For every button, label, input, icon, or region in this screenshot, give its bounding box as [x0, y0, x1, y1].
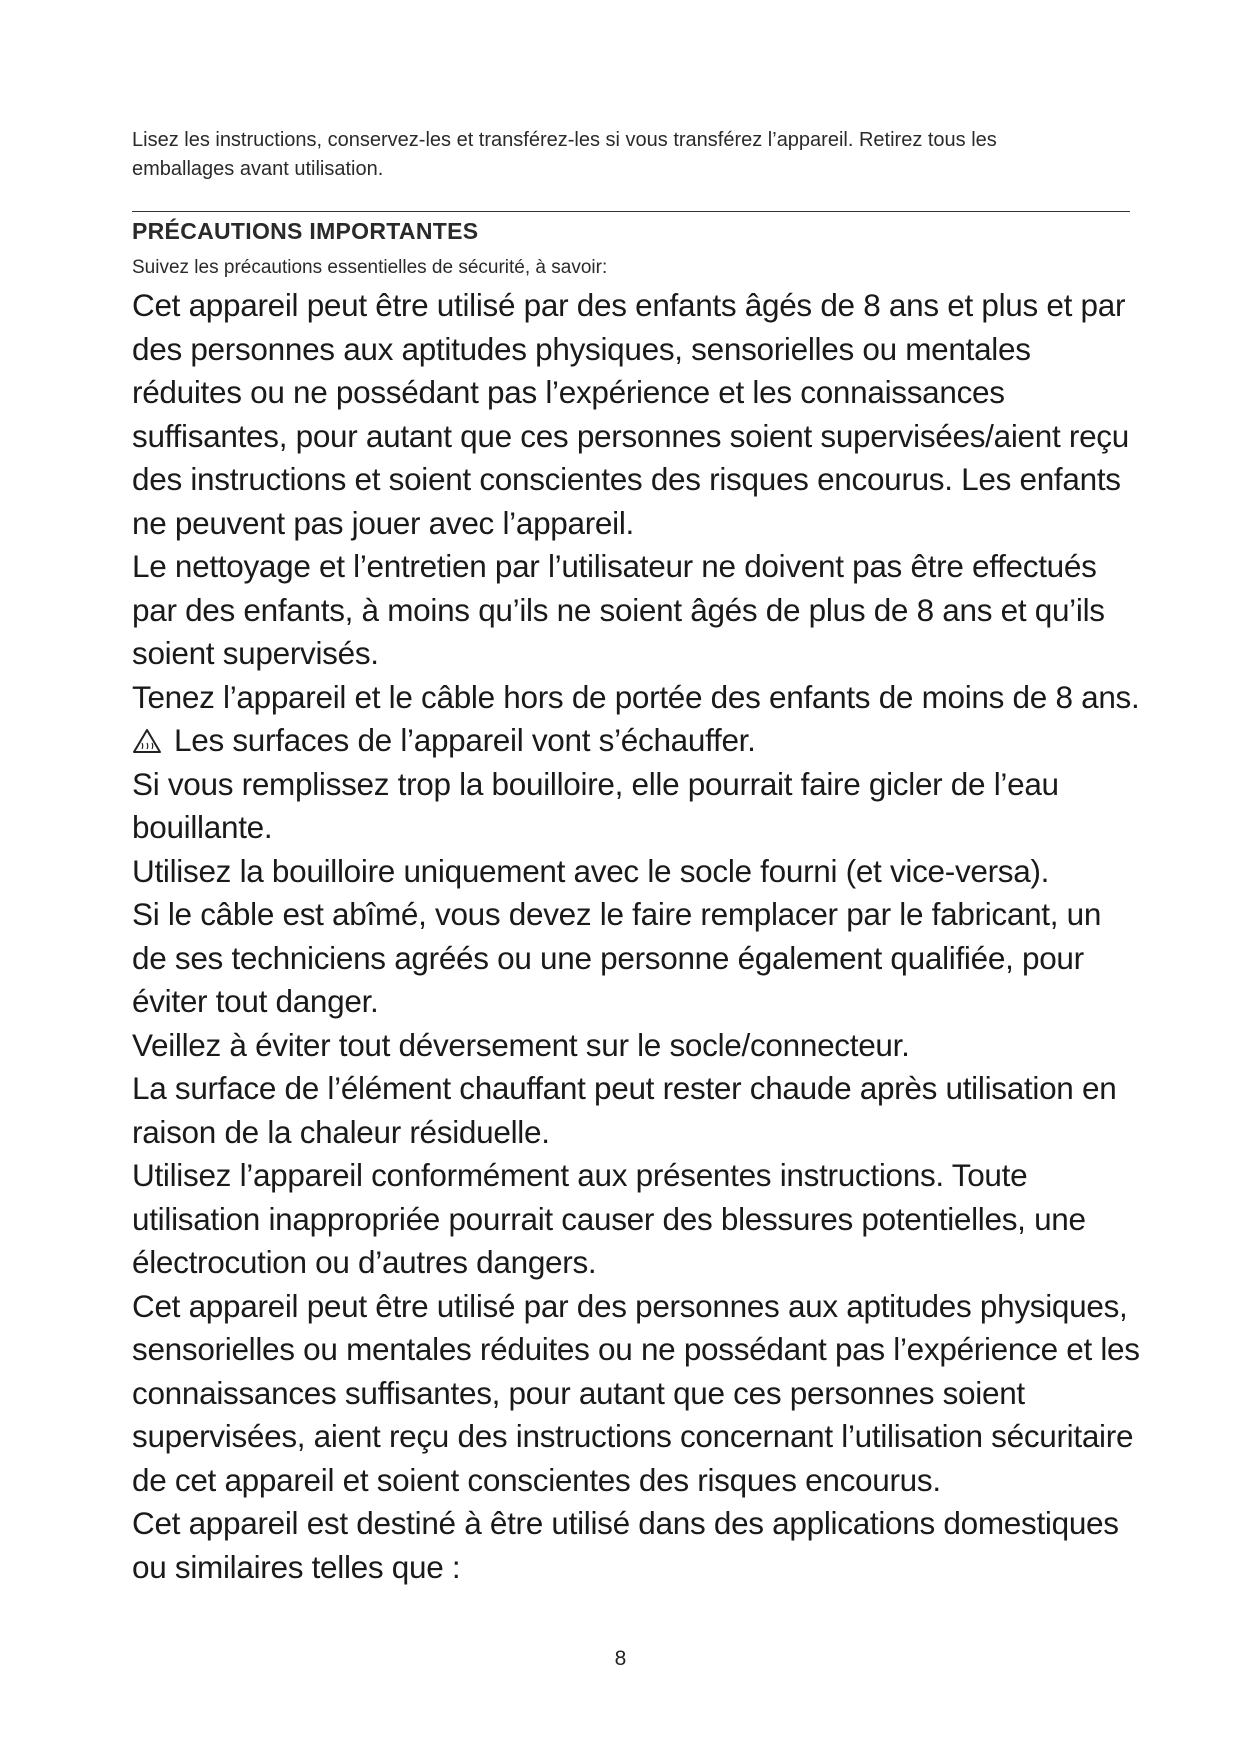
precaution-paragraph: Tenez l’appareil et le câble hors de portée des enfants de moins de 8 ans.: [132, 678, 1140, 715]
precaution-paragraph: Cet appareil peut être utilisé par des enfants âgés de 8 ans et plus et par des personnes aux aptitudes physiques, sensorielles ou mentales réduites ou ne possédant pas l’expérience et les connaissances suffisantes, pour autant que ces personnes soient supervisées/aient reçu des instructions et soient conscientes des risques encourus. Les enfants ne peuvent pas jouer avec l’appareil.: [132, 287, 1129, 541]
precaution-text: Les surfaces de l’appareil vont s’échauffer.: [174, 722, 756, 758]
precaution-paragraph: Utilisez la bouilloire uniquement avec le socle fourni (et vice-versa).: [132, 852, 1050, 889]
intro-text: Lisez les instructions, conservez-les et transférez-les si vous transférez l’appareil. Retirez tous les emballages avant utilisation.: [132, 129, 997, 180]
precaution-paragraph: Cet appareil est destiné à être utilisé dans des applications domestiques ou similaires telles que :: [132, 1505, 1119, 1585]
precaution-paragraph: Utilisez l’appareil conformément aux présentes instructions. Toute utilisation inappropriée pourrait causer des blessures potentielles, une électrocution ou d’autres dangers.: [132, 1157, 1086, 1280]
precaution-paragraph-hot-surface: [132, 719, 1142, 763]
section-divider: [132, 211, 1130, 212]
precaution-paragraph: Veillez à éviter tout déversement sur le socle/connecteur.: [132, 1026, 910, 1063]
precaution-paragraph: Le nettoyage et l’entretien par l’utilisateur ne doivent pas être effectués par des enfants, à moins qu’ils ne soient âgés de plus de 8 ans et qu’ils soient supervisés.: [132, 548, 1105, 671]
precaution-paragraph: Cet appareil peut être utilisé par des personnes aux aptitudes physiques, sensorielles ou mentales réduites ou ne possédant pas l’expérience et les connaissances suffisantes, pour autant que ces personnes soient supervisées, aient reçu des instructions concernant l’utilisation sécuritaire de cet appareil et soient conscientes des risques encourus.: [132, 1287, 1140, 1498]
hot-surface-warning-icon: [132, 722, 162, 748]
precaution-paragraph: La surface de l’élément chauffant peut rester chaude après utilisation en raison de la chaleur résiduelle.: [132, 1070, 1117, 1150]
precautions-list: [132, 284, 1142, 1589]
section-heading: PRÉCAUTIONS IMPORTANTES: [132, 218, 479, 244]
precaution-paragraph: Si le câble est abîmé, vous devez le faire remplacer par le fabricant, un de ses techniciens agréés ou une personne également qualifiée, pour éviter tout danger.: [132, 896, 1102, 1019]
precaution-paragraph: Si vous remplissez trop la bouilloire, elle pourrait faire gicler de l’eau bouillante.: [132, 765, 1059, 845]
page-number: 8: [614, 1647, 627, 1670]
section-subheading: Suivez les précautions essentielles de sécurité, à savoir:: [132, 257, 608, 278]
